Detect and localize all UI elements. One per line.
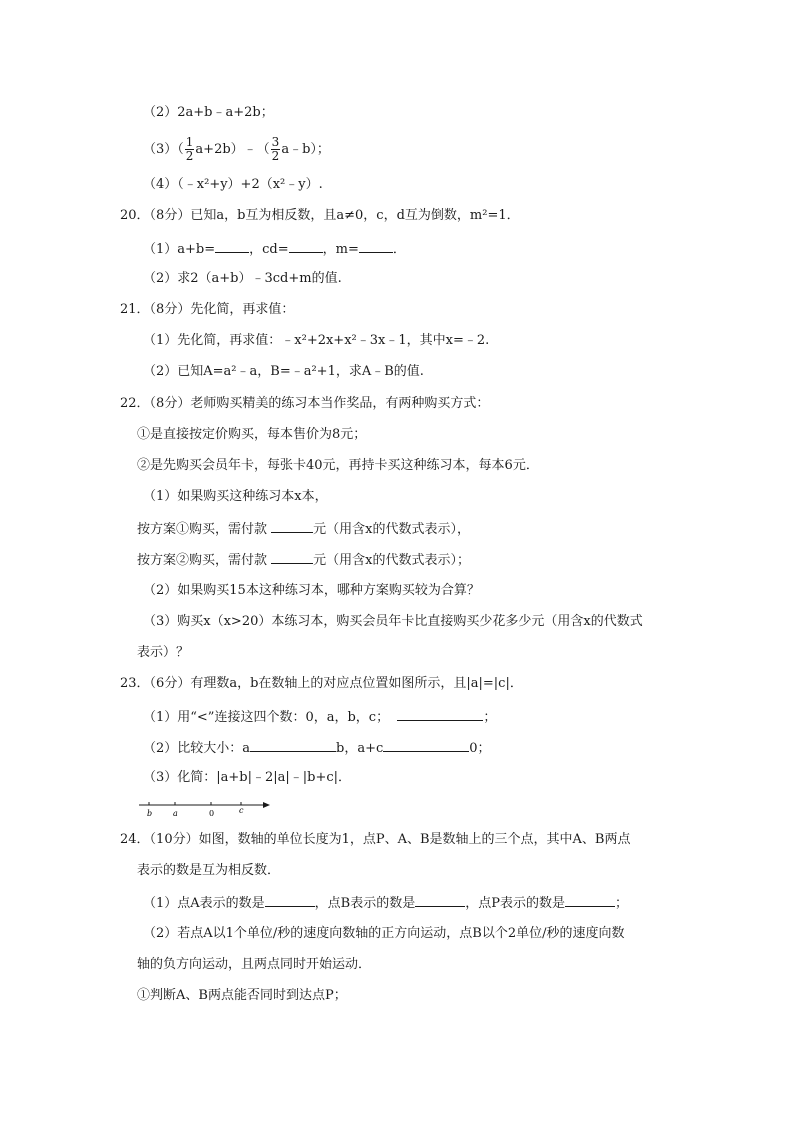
q22-part1-plan1: 按方案①购买，需付款 元（用含x的代数式表示），: [137, 518, 470, 538]
answer-blank[interactable]: [289, 238, 323, 253]
answer-blank[interactable]: [265, 892, 315, 907]
q23-part1: （1）用“<”连接这四个数：0，a，b，c； ；: [143, 706, 496, 726]
answer-blank[interactable]: [271, 518, 313, 533]
answer-blank[interactable]: [415, 892, 465, 907]
q24-part2: （2）若点A以1个单位/秒的速度向数轴的正方向运动，点B以个2单位/秒的速度向数: [143, 926, 625, 941]
q23-part2: （2）比较大小：a b，a+c 0；: [143, 737, 491, 757]
fraction-one-half: $\frac{1}{2}$: [185, 135, 194, 163]
label-c: c: [239, 806, 244, 815]
q24-part2-cont: 轴的负方向运动，且两点同时开始运动．: [137, 957, 372, 972]
q21-part2: （2）已知A=a²﹣a，B=﹣a²+1，求A﹣B的值.: [143, 364, 424, 379]
q21-stem: 21．（8分）先化简，再求值：: [120, 302, 295, 317]
q19-part4: （4）（﹣x²+y）+2（x²﹣y）.: [143, 177, 323, 192]
q22-stem: 22．（8分）老师购买精美的练习本当作奖品，有两种购买方式：: [120, 396, 490, 411]
q22-option2: ②是先购买会员年卡，每张卡40元，再持卡买这种练习本，每本6元．: [137, 458, 539, 473]
number-line-figure: [137, 799, 273, 821]
q20-part2: （2）求2（a+b）﹣3cd+m的值.: [143, 271, 342, 286]
answer-blank[interactable]: [383, 737, 469, 752]
label-b: b: [147, 809, 153, 818]
answer-blank[interactable]: [397, 706, 483, 721]
q22-part1-plan2: 按方案②购买，需付款 元（用含x的代数式表示）；: [137, 549, 470, 569]
label-zero: 0: [209, 809, 215, 818]
q23-stem: 23．（6分）有理数a，b在数轴上的对应点位置如图所示，且|a|=|c|．: [120, 676, 523, 691]
label-a: a: [173, 809, 178, 818]
q22-part3-cont: 表示）？: [137, 645, 190, 660]
q24-part1: （1）点A表示的数是 ，点B表示的数是 ，点P表示的数是 ；: [143, 892, 628, 912]
q24-stem-cont: 表示的数是互为相反数．: [137, 863, 281, 878]
answer-blank[interactable]: [271, 549, 313, 564]
fraction-three-halves: $\frac{3}{2}$: [271, 135, 280, 163]
answer-blank[interactable]: [250, 737, 336, 752]
answer-blank[interactable]: [359, 238, 393, 253]
q21-part1: （1）先化简，再求值：﹣x²+2x+x²﹣3x﹣1，其中x=﹣2.: [143, 333, 490, 348]
q19-part2: （2）2a+b﹣a+2b；: [143, 105, 274, 120]
q20-stem: 20．（8分）已知a，b互为相反数，且a≠0，c，d互为倒数，m²=1．: [120, 208, 520, 223]
q22-part1: （1）如果购买这种练习本x本，: [143, 489, 328, 504]
answer-blank[interactable]: [565, 892, 615, 907]
q22-part2: （2）如果购买15本这种练习本，哪种方案购买较为合算？: [143, 583, 480, 598]
answer-blank[interactable]: [215, 238, 249, 253]
q22-part3: （3）购买x（x>20）本练习本，购买会员年卡比直接购买少花多少元（用含x的代数式: [143, 614, 643, 629]
q22-option1: ①是直接按定价购买，每本售价为8元；: [137, 427, 367, 442]
q23-part3: （3）化简：|a+b|﹣2|a|﹣|b+c|．: [143, 770, 352, 785]
q24-option1: ①判断A、B两点能否同时到达点P；: [137, 988, 347, 1003]
arrow-right-icon: [263, 802, 270, 808]
q20-part1: （1）a+b= ，cd= ，m= ．: [143, 238, 406, 258]
q24-stem: 24．（10分）如图，数轴的单位长度为1，点P、A、B是数轴上的三个点，其中A、B两点: [120, 832, 631, 847]
q19-part3: （3）（ $\frac{1}{2}$ a+2b）﹣（ $\frac{3}{2}$ a﹣b）；: [143, 135, 330, 163]
